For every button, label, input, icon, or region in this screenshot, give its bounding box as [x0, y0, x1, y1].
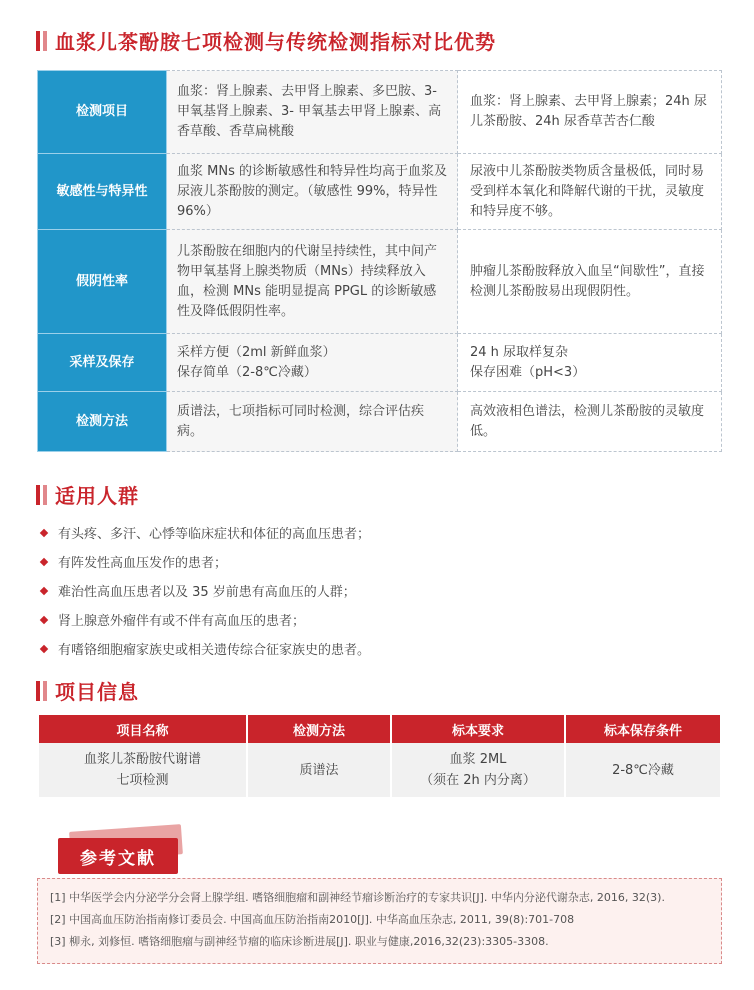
- row-label: 敏感性与特异性: [38, 154, 167, 230]
- row-label: 假阴性率: [38, 230, 167, 334]
- compare-heading: [36, 26, 496, 55]
- heading-bar-icon: [36, 681, 40, 701]
- list-item: [38, 547, 728, 576]
- old-method-cell: 尿液中儿茶酚胺类物质含量极低，同时易受到样本氧化和降解代谢的干扰，灵敏度和特异度不够。: [458, 154, 722, 230]
- reference-item: [2] 中国高血压防治指南修订委员会. 中国高血压防治指南2010[J]. 中华高血压杂志, 2011, 39(8):701-708: [50, 913, 575, 926]
- cell-line: 血浆儿茶酚胺代谢谱: [83, 752, 201, 767]
- row-label: 检测方法: [38, 392, 167, 452]
- list-item: [38, 518, 728, 547]
- cell-line: 保存困难（pH<3）: [470, 364, 586, 380]
- heading-bar-icon: [36, 31, 40, 51]
- heading-bar-icon: [36, 485, 40, 505]
- list-item-text: 有阵发性高血压发作的患者；: [58, 556, 228, 571]
- list-item-text: 有头疼、多汗、心悸等临床症状和体征的高血压患者；: [58, 527, 371, 542]
- heading-bar-icon: [43, 681, 47, 701]
- diamond-bullet-icon: [40, 615, 48, 623]
- list-item-text: 有嗜铬细胞瘤家族史或相关遗传综合征家族史的患者。: [58, 643, 371, 658]
- population-title: 适用人群: [55, 484, 139, 508]
- new-method-cell: 质谱法，七项指标可同时检测，综合评估疾病。: [167, 392, 458, 452]
- population-list: [38, 518, 728, 663]
- column-header: 标本要求: [392, 715, 564, 743]
- row-label: 检测项目: [38, 71, 167, 154]
- new-method-cell: 儿茶酚胺在细胞内的代谢呈持续性，其中间产物甲氧基肾上腺类物质（MNs）持续释放入血，检测 MNs 能明显提高 PPGL 的诊断敏感性及降低假阴性率。: [167, 230, 458, 334]
- table-row: [38, 230, 722, 334]
- new-method-cell: [167, 334, 458, 392]
- compare-title: 血浆儿茶酚胺七项检测与传统检测指标对比优势: [55, 30, 496, 54]
- reference-item: [3] 柳永, 刘修恒. 嗜铬细胞瘤与副神经节瘤的临床诊断进展[J]. 职业与健康,2016,32(23):3305-3308.: [50, 935, 549, 948]
- cell-line: 血浆 2ML: [449, 752, 507, 767]
- cell-line: 七项检测: [116, 773, 169, 788]
- table-row: [38, 334, 722, 392]
- table-row: [39, 743, 720, 797]
- new-method-cell: 血浆：肾上腺素、去甲肾上腺素、多巴胺、3- 甲氧基肾上腺素、3- 甲氧基去甲肾上腺素、高香草酸、香草扁桃酸: [167, 71, 458, 154]
- sample-requirement-cell: [392, 743, 564, 797]
- list-item: [38, 634, 728, 663]
- cell-line: 24 h 尿取样复杂: [470, 344, 569, 360]
- row-label: 采样及保存: [38, 334, 167, 392]
- list-item: [38, 576, 728, 605]
- column-header: 标本保存条件: [566, 715, 720, 743]
- reference-tab: 参考文献: [58, 838, 178, 874]
- table-row: [38, 71, 722, 154]
- test-method-cell: 质谱法: [248, 743, 390, 797]
- old-method-cell: 肿瘤儿茶酚胺释放入血呈“间歇性”，直接检测儿茶酚胺易出现假阴性。: [458, 230, 722, 334]
- reference-item: [1] 中华医学会内分泌学分会肾上腺学组. 嗜铬细胞瘤和副神经节瘤诊断治疗的专家共识[J]. 中华内分泌代谢杂志, 2016, 32(3).: [50, 891, 665, 904]
- column-header: 项目名称: [39, 715, 246, 743]
- column-header: 检测方法: [248, 715, 390, 743]
- old-method-cell: [458, 334, 722, 392]
- table-row: [38, 154, 722, 230]
- project-title: 项目信息: [55, 680, 139, 704]
- table-header-row: [39, 715, 720, 743]
- heading-bar-icon: [43, 31, 47, 51]
- population-heading: [36, 480, 139, 509]
- comparison-table: [37, 70, 722, 452]
- cell-line: （须在 2h 内分离）: [420, 773, 536, 788]
- old-method-cell: 高效液相色谱法，检测儿茶酚胺的灵敏度低。: [458, 392, 722, 452]
- project-info-table: [37, 715, 722, 797]
- list-item-text: 肾上腺意外瘤伴有或不伴有高血压的患者；: [58, 614, 306, 629]
- heading-bar-icon: [43, 485, 47, 505]
- diamond-bullet-icon: [40, 586, 48, 594]
- new-method-cell: 血浆 MNs 的诊断敏感性和特异性均高于血浆及尿液儿茶酚胺的测定。（敏感性 99%，特异性 96%）: [167, 154, 458, 230]
- storage-condition-cell: 2-8℃冷藏: [566, 743, 720, 797]
- reference-box: [37, 878, 722, 964]
- project-heading: [36, 676, 139, 705]
- table-row: [38, 392, 722, 452]
- list-item: [38, 605, 728, 634]
- cell-line: 保存简单（2-8℃冷藏）: [177, 364, 317, 380]
- list-item-text: 难治性高血压患者以及 35 岁前患有高血压的人群；: [58, 585, 356, 600]
- old-method-cell: 血浆：肾上腺素、去甲肾上腺素；24h 尿儿茶酚胺、24h 尿香草苦杏仁酸: [458, 71, 722, 154]
- cell-line: 采样方便（2ml 新鲜血浆）: [177, 344, 336, 360]
- project-name-cell: [39, 743, 246, 797]
- diamond-bullet-icon: [40, 528, 48, 536]
- diamond-bullet-icon: [40, 644, 48, 652]
- diamond-bullet-icon: [40, 557, 48, 565]
